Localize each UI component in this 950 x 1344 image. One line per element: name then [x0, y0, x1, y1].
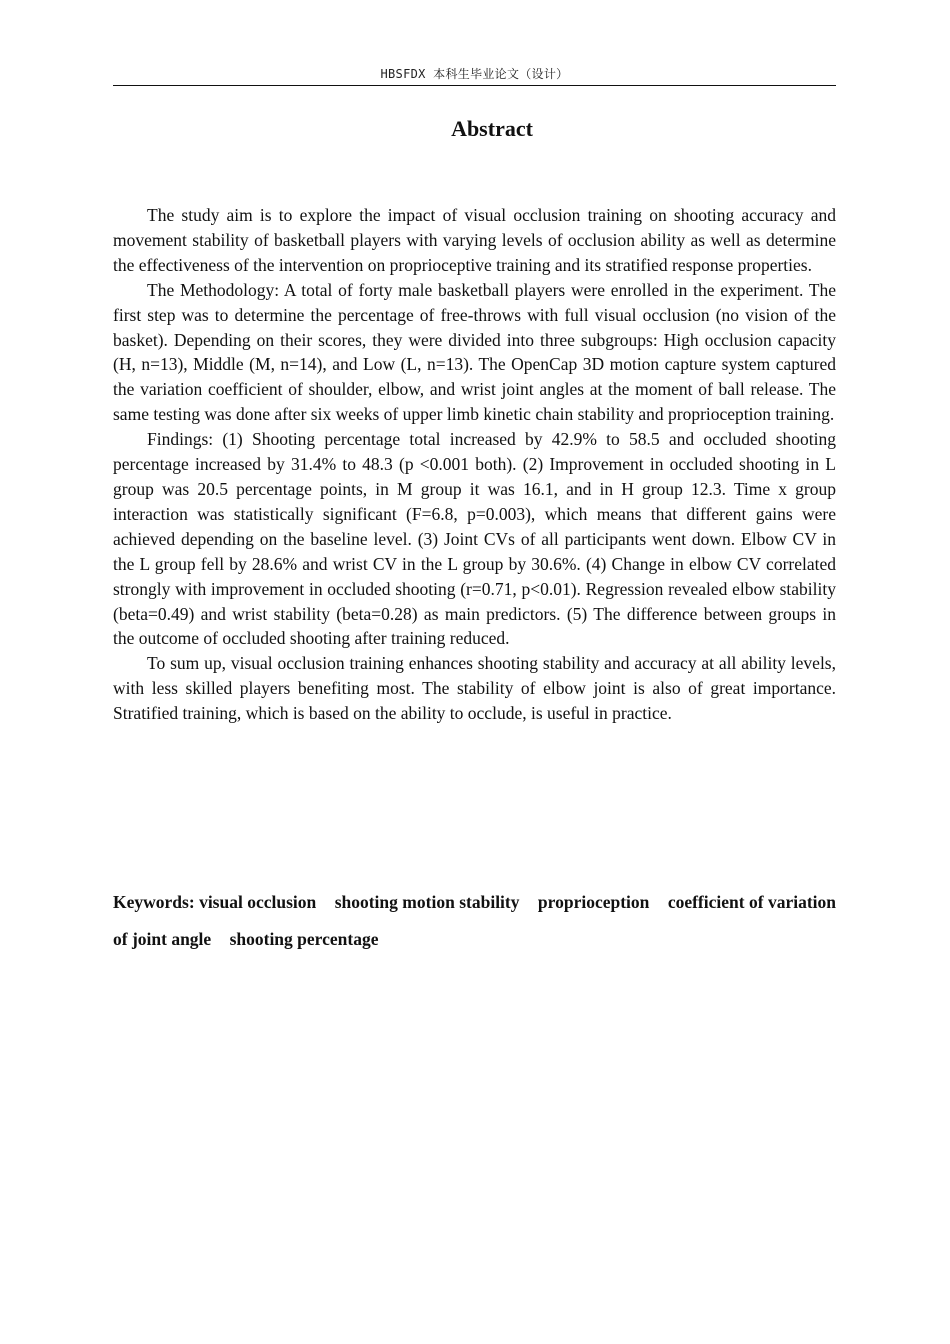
- keyword-term: coefficient of variation of joint angle: [113, 892, 837, 949]
- keyword-term: shooting percentage: [229, 929, 379, 949]
- keyword-term: shooting motion stability: [334, 892, 520, 912]
- abstract-body: [113, 203, 836, 726]
- keyword-term: visual occlusion: [199, 892, 317, 912]
- abstract-paragraph-aim: The study aim is to explore the impact of visual occlusion training on shooting accuracy and movement stability of basketball players with varying levels of occlusion ability as well as determine the effectiveness of the intervention on proprioceptive training and its stratified response properties.: [113, 205, 836, 275]
- keywords-label: Keywords:: [113, 892, 195, 912]
- abstract-paragraph-methodology: The Methodology: A total of forty male basketball players were enrolled in the experiment. The first step was to determine the percentage of free-throws with full visual occlusion (no vision of the basket). Depending on their scores, they were divided into three subgroups: High occlusion capacity (H, n=13), Middle (M, n=14), and Low (L, n=13). The OpenCap 3D motion capture system captured the variation coefficient of shoulder, elbow, and wrist joint angles at the moment of ball release. The same testing was done after six weeks of upper limb kinetic chain stability and proprioception training.: [113, 279, 836, 425]
- abstract-title: Abstract: [451, 116, 533, 141]
- abstract-paragraph-findings: Findings: (1) Shooting percentage total increased by 42.9% to 58.5 and occluded shooting percentage increased by 31.4% to 48.3 (p <0.001 both). (2) Improvement in occluded shooting in L group was 20.5 percentage points, in M group it was 16.1, and in H group 12.3. Time x group interaction was statistically significant (F=6.8, p=0.003), which means that different gains were achieved depending on the baseline level. (3) Joint CVs of all participants went down. Elbow CV in the L group fell by 28.6% and wrist CV in the L group by 30.6%. (4) Change in elbow CV correlated strongly with improvement in occluded shooting (r=0.71, p<0.01). Regression revealed elbow stability (beta=0.49) and wrist stability (beta=0.28) as main predictors. (5) The difference between groups in the outcome of occluded shooting after training reduced.: [113, 429, 836, 649]
- abstract-paragraph-conclusion: To sum up, visual occlusion training enhances shooting stability and accuracy at all ability levels, with less skilled players benefiting most. The stability of elbow joint is also of great importance. Stratified training, which is based on the ability to occlude, is useful in practice.: [113, 653, 836, 724]
- keywords-block: [113, 884, 836, 958]
- header-rule: [113, 85, 836, 86]
- running-header: HBSFDX 本科生毕业论文（设计）: [380, 67, 569, 81]
- keyword-term: proprioception: [537, 892, 650, 912]
